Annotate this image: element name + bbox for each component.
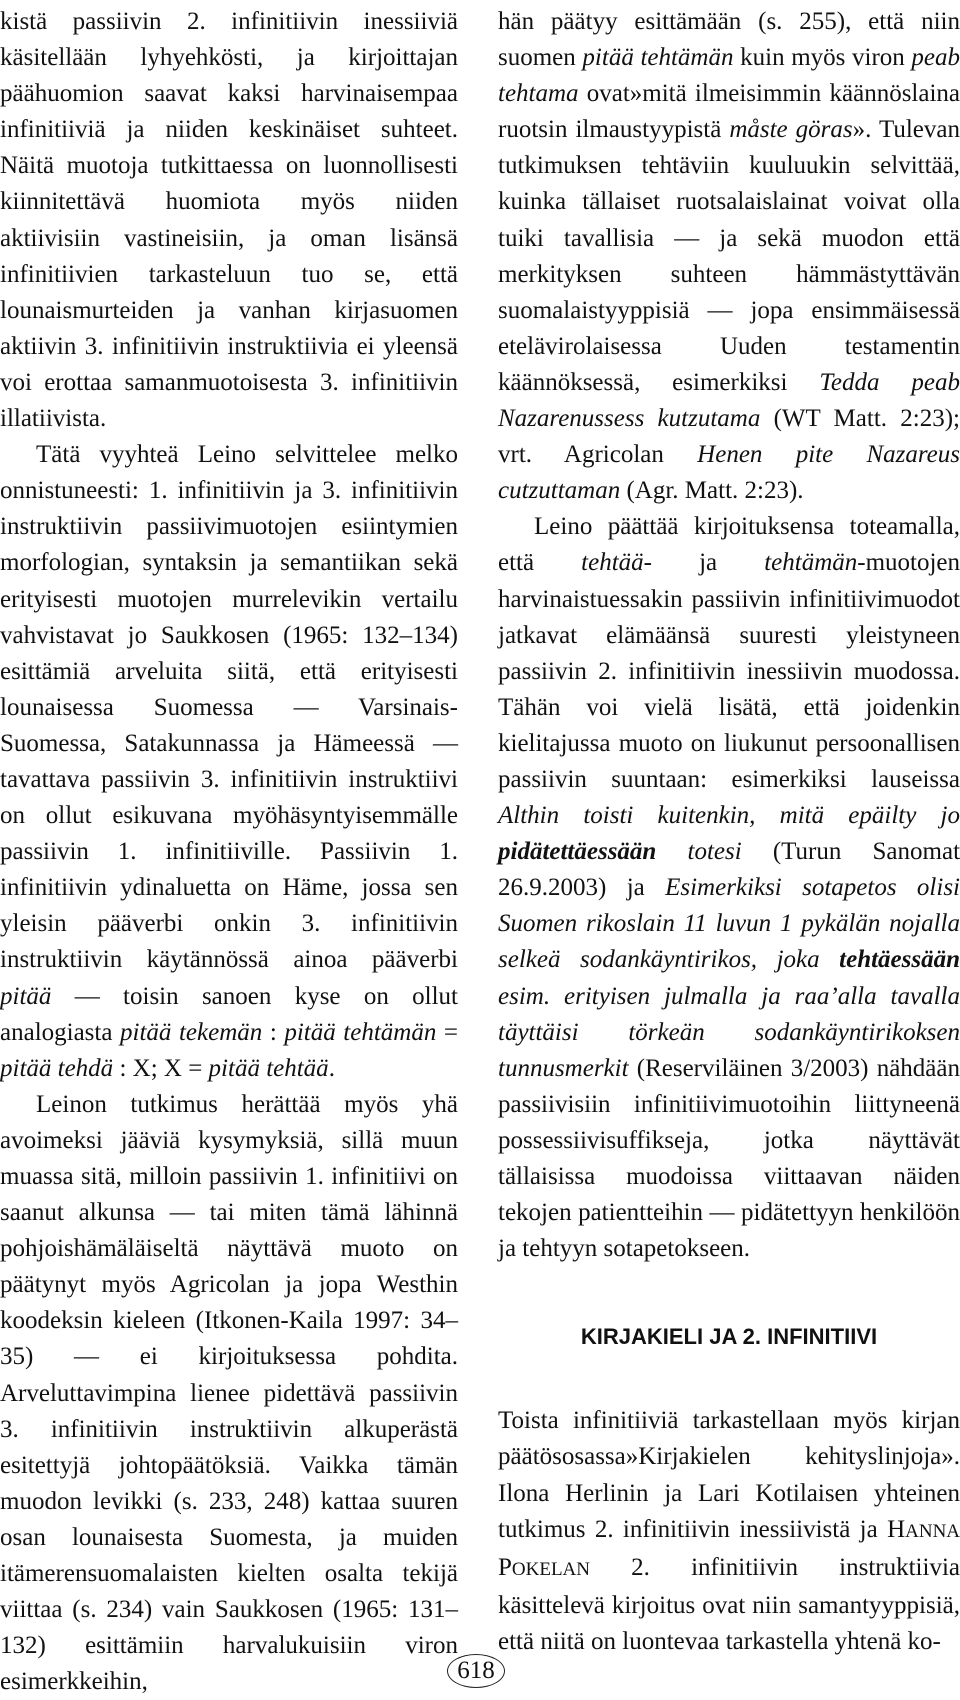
paragraph: kistä passiivin 2. infinitiivin inessiiviä käsitellään lyhyehkösti, ja kirjoittajan päähuomion saavat kaksi harvinaisempaa infinitiiviä ja niiden keskinäiset suhteet. Näitä muotoja tutkittaessa on luonnollisesti kiinnitettävä huomiota myös niiden aktiivisiin vastineisiin, ja oman lisänsä infinitiivien tarkasteluun tuo se, että lounaismurteiden ja vanhan kirjasuomen aktiivin 3. infinitiivin instruktiivia ei yleensä voi erottaa samanmuotoisesta 3. infinitiivin illatiivista. (0, 8, 458, 433)
paragraph: Toista infinitiiviä tarkastellaan myös kirjan päätösosassa»Kirjakielen kehityslinjoja». Ilona Herlinin ja Lari Kotilaisen yhteinen tutkimus 2. infinitiivin inessiivistä ja HANNA POKELAN 2. infinitiivin instruktiivia käsittelevä kirjoitus ovat niin samantyyppisiä, että niitä on luontevaa tarkastella yhtenä ko- (498, 1407, 960, 1655)
left-column (0, 4, 458, 1700)
right-column (498, 4, 960, 1660)
paragraph: hän päätyy esittämään (s. 255), että niin suomen pitää tehtämän kuin myös viron peab tehtama ovat»mitä ilmeisimmin käännöslaina ruotsin ilmaustyypistä måste göras». Tulevan tutkimuksen tehtäviin kuuluukin selvittää, kuinka tällaiset ruotsalaislainat voivat olla tuiki tavallisia — ja sekä muodon että merkityksen suhteen hämmästyttävän suomalaistyyppisiä — jopa ensimmäisessä etelävirolaisessa Uuden testamentin käännöksessä, esimerkiksi Tedda peab Nazarenussess kutzutama (WT Matt. 2:23); vrt. Agricolan Henen pite Nazareus cutzuttaman (Agr. Matt. 2:23). (498, 8, 960, 505)
paragraph: Tätä vyyhteä Leino selvittelee melko onnistuneesti: 1. infinitiivin ja 3. infinitiivin instruktiivin passiivimuotojen esiintymien morfologian, syntaksin ja semantiikan sekä erityisesti muotojen murrelevikin vertailu vahvistavat jo Saukkosen (1965: 132–134) esittämiä arveluita siitä, että erityisesti lounaisessa Suomessa — Varsinais-Suomessa, Satakunnassa ja Hämeessä — tavattava passiivin 3. infinitiivin instruktiivi on ollut esikuvana myöhäsyntyisemmälle passiivin 1. infinitiiville. Passiivin 1. infinitiivin ydinaluetta on Häme, jossa sen yleisin pääverbi onkin 3. infinitiivin instruktiivin käytännössä ainoa pääverbi pitää — toisin sanoen kyse on ollut analogiasta pitää tekemän : pitää tehtämän = pitää tehdä : X; X = pitää tehtää. (0, 441, 459, 1082)
paragraph: Leinon tutkimus herättää myös yhä avoimeksi jääviä kysymyksiä, sillä muun muassa sitä, milloin passiivin 1. infinitiivi on saanut alkunsa — tai miten tämä lähinnä pohjoishämäläiseltä näyttävä muoto on päätynyt myös Agricolan ja jopa Westhin koodeksin kieleen (Itkonen-Kaila 1997: 34–35) — ei kirjoituksessa pohdita. Arveluttavimpina lienee pidettävä passiivin 3. infinitiivin instruktiivin alkuperästä esitettyjä johtopäätöksiä. Vaikka tämän muodon levikki (s. 233, 248) kattaa suuren osan lounaisesta Suomesta, ja muiden itämerensuomalaisten kielten osalta tekijä viittaa (s. 234) vain Saukkosen (1965: 131–132) esittämiin harvalukuisiin viron esimerkkeihin, (0, 1090, 458, 1696)
section-heading: KIRJAKIELI JA 2. INFINITIIVI (580, 1324, 878, 1350)
paragraph: Leino päättää kirjoituksensa toteamalla, että tehtää- ja tehtämän-muotojen harvinaistuessakin passiivin infinitiivimuodot jatkavat elämäänsä suuresti yleistyneen passiivin 2. infinitiivin inessiivin muodossa. Tähän voi vielä lisätä, että joidenkin kielitajussa muoto on liukunut persoonallisen passiivin suuntaan: esimerkiksi lauseissa Althin toisti kuitenkin, mitä epäilty jo pidätettäessään totesi (Turun Sanomat 26.9.2003) ja Esimerkiksi sotapetos olisi Suomen rikoslain 11 luvun 1 pykälän nojalla selkeä sodankäyntirikos, joka tehtäessään esim. erityisen julmalla ja raa’alla tavalla täyttäisi törkeän sodankäyntirikoksen tunnusmerkit (Reserviläinen 3/2003) nähdään passiivisiin infinitiivimuotoihin liittyneenä possessiivisuffikseja, jotka näyttävät tällaisissa muodoissa viittaavan näiden tekojen patientteihin — pidätettyyn henkilöön ja tehtyyn sotapetokseen. (498, 513, 960, 1263)
page-number: 618 (447, 1654, 505, 1688)
